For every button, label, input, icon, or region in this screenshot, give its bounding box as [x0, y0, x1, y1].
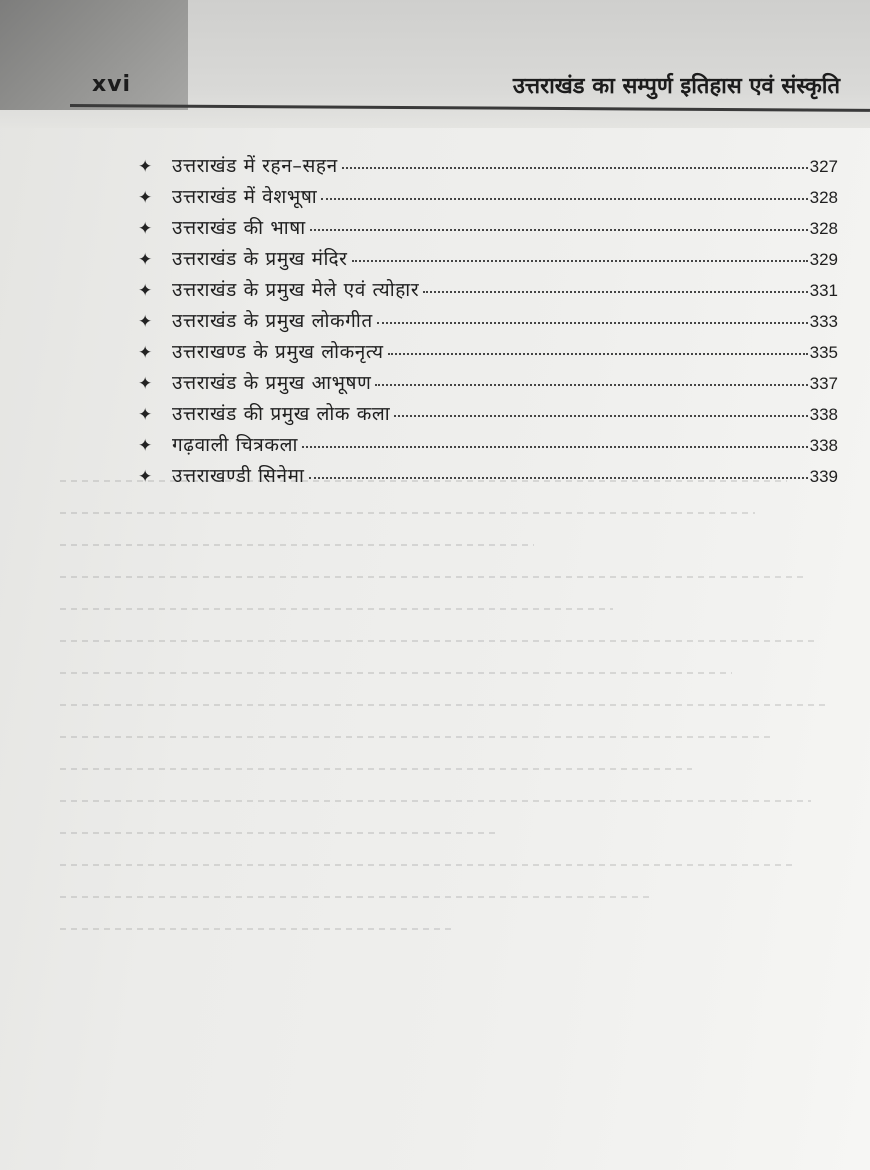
toc-entry [138, 152, 838, 183]
show-through-texture [60, 480, 850, 1100]
toc-entry-page: 335 [809, 343, 838, 362]
toc-entry-page: 339 [809, 467, 838, 486]
toc-entry [138, 183, 838, 214]
dot-leader [394, 414, 807, 417]
book-title: उत्तराखंड का सम्पुर्ण इतिहास एवं संस्कृति [512, 74, 840, 99]
toc-entry-page: 338 [809, 405, 838, 424]
dot-leader [342, 166, 808, 169]
toc-entry-title: उत्तराखंड के प्रमुख आभूषण [172, 372, 372, 394]
dot-leader [352, 259, 808, 262]
four-point-star-icon: ✦ [138, 312, 153, 332]
toc-entry-title: उत्तराखण्ड के प्रमुख लोकनृत्य [172, 341, 384, 363]
toc-entry-page: 328 [809, 188, 838, 207]
four-point-star-icon: ✦ [138, 188, 153, 208]
toc-entry [138, 307, 838, 338]
page-number-label: xvi [92, 72, 132, 97]
four-point-star-icon: ✦ [138, 343, 153, 363]
toc-entry [138, 400, 838, 431]
dot-leader [388, 352, 808, 355]
toc-entry-title: उत्तराखंड की प्रमुख लोक कला [172, 403, 391, 425]
toc-entry [138, 369, 838, 400]
toc-entry-title: उत्तराखंड की भाषा [172, 217, 306, 239]
four-point-star-icon: ✦ [138, 405, 153, 425]
dot-leader [309, 476, 808, 479]
toc-entry [138, 431, 838, 462]
toc-entry [138, 276, 838, 307]
table-of-contents [138, 152, 838, 493]
four-point-star-icon: ✦ [138, 157, 153, 177]
toc-entry [138, 338, 838, 369]
toc-entry [138, 245, 838, 276]
dot-leader [377, 321, 808, 324]
four-point-star-icon: ✦ [138, 436, 153, 456]
toc-entry-title: उत्तराखंड के प्रमुख लोकगीत [172, 310, 373, 332]
dot-leader [321, 197, 807, 200]
four-point-star-icon: ✦ [138, 250, 153, 270]
four-point-star-icon: ✦ [138, 374, 153, 394]
four-point-star-icon: ✦ [138, 281, 153, 301]
four-point-star-icon: ✦ [138, 219, 153, 239]
toc-entry-title: उत्तराखण्डी सिनेमा [172, 465, 305, 487]
dot-leader [302, 445, 808, 448]
toc-entry-title: उत्तराखंड के प्रमुख मंदिर [172, 248, 348, 270]
toc-entry-page: 337 [809, 374, 838, 393]
toc-entry-page: 327 [809, 157, 838, 176]
toc-entry-page: 333 [809, 312, 838, 331]
toc-entry-page: 329 [809, 250, 838, 269]
toc-entry-page: 331 [809, 281, 838, 300]
toc-entry-title: उत्तराखंड के प्रमुख मेले एवं त्योहार [172, 279, 420, 301]
toc-entry-title: उत्तराखंड में वेशभूषा [172, 186, 318, 208]
toc-entry [138, 214, 838, 245]
dot-leader [310, 228, 808, 231]
dot-leader [375, 383, 807, 386]
toc-entry-page: 338 [809, 436, 838, 455]
four-point-star-icon: ✦ [138, 467, 153, 487]
toc-entry-title: उत्तराखंड में रहन–सहन [172, 155, 338, 177]
toc-entry-page: 328 [809, 219, 838, 238]
toc-entry [138, 462, 838, 493]
toc-entry-title: गढ़वाली चित्रकला [172, 434, 298, 456]
dot-leader [423, 290, 807, 293]
